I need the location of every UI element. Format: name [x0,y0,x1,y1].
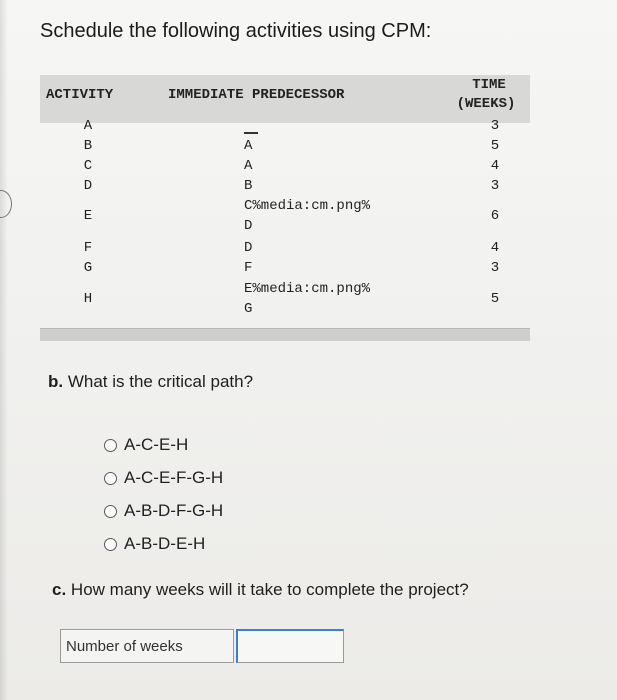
table-row-predecessor: A [244,158,253,174]
table-row-activity: D [83,178,93,194]
header-activity: ACTIVITY [46,87,114,103]
table-row-time: 3 [490,260,500,276]
table-row-activity: H [83,291,93,307]
radio-button-icon[interactable] [104,472,117,485]
weeks-input-label: Number of weeks [60,629,234,663]
table-row-time: 3 [490,178,500,194]
table-row-time: 5 [490,138,500,154]
page-edge-curl [0,190,12,218]
option-label[interactable]: A-B-D-E-H [124,534,206,553]
header-time-unit: (WEEKS) [456,96,516,112]
question-c-prefix: c. [52,580,67,599]
option-label[interactable]: A-C-E-H [124,435,189,454]
critical-path-option[interactable] [104,466,223,490]
table-row-time: 4 [490,240,500,256]
radio-button-icon[interactable] [104,439,117,452]
table-row-predecessor: D [244,218,253,234]
page-heading: Schedule the following activities using CPM: [40,20,432,42]
header-predecessor: IMMEDIATE PREDECESSOR [168,87,345,103]
question-c [52,580,469,600]
table-row-predecessor: B [244,178,253,194]
radio-button-icon[interactable] [104,505,117,518]
table-row-activity: F [83,240,93,256]
question-c-text: How many weeks will it take to complete the project? [70,580,469,599]
table-row-predecessor: A [244,138,253,154]
table-row-time: 6 [490,208,500,224]
table-row-activity: C [83,158,93,174]
activity-table [40,70,530,340]
question-b-prefix: b. [48,372,64,391]
table-row-predecessor: C%media:cm.png% [244,198,371,214]
table-bottom-border [40,328,530,341]
option-label[interactable]: A-B-D-F-G-H [124,501,224,520]
table-row-predecessor: E%media:cm.png% [244,281,371,297]
radio-button-icon[interactable] [104,538,117,551]
critical-path-option[interactable] [104,499,223,523]
table-row-activity: A [83,118,93,134]
table-row-time: 5 [490,291,500,307]
critical-path-option[interactable] [104,532,205,556]
no-predecessor-dash [244,132,258,134]
table-row-time: 3 [490,118,500,134]
table-row-time: 4 [490,158,500,174]
header-time: TIME [472,77,506,93]
critical-path-option[interactable] [104,433,188,457]
table-row-activity: B [83,138,93,154]
table-row-predecessor: G [244,301,253,317]
table-row-activity: G [83,260,93,276]
question-b [48,372,253,392]
option-label[interactable]: A-C-E-F-G-H [124,468,224,487]
weeks-answer-group [60,629,344,663]
table-row-activity: E [83,208,93,224]
question-b-text: What is the critical path? [67,372,254,391]
page-shadow [0,0,8,700]
weeks-input[interactable] [236,629,344,663]
table-row-predecessor: D [244,240,253,256]
table-row-predecessor: F [244,260,253,276]
